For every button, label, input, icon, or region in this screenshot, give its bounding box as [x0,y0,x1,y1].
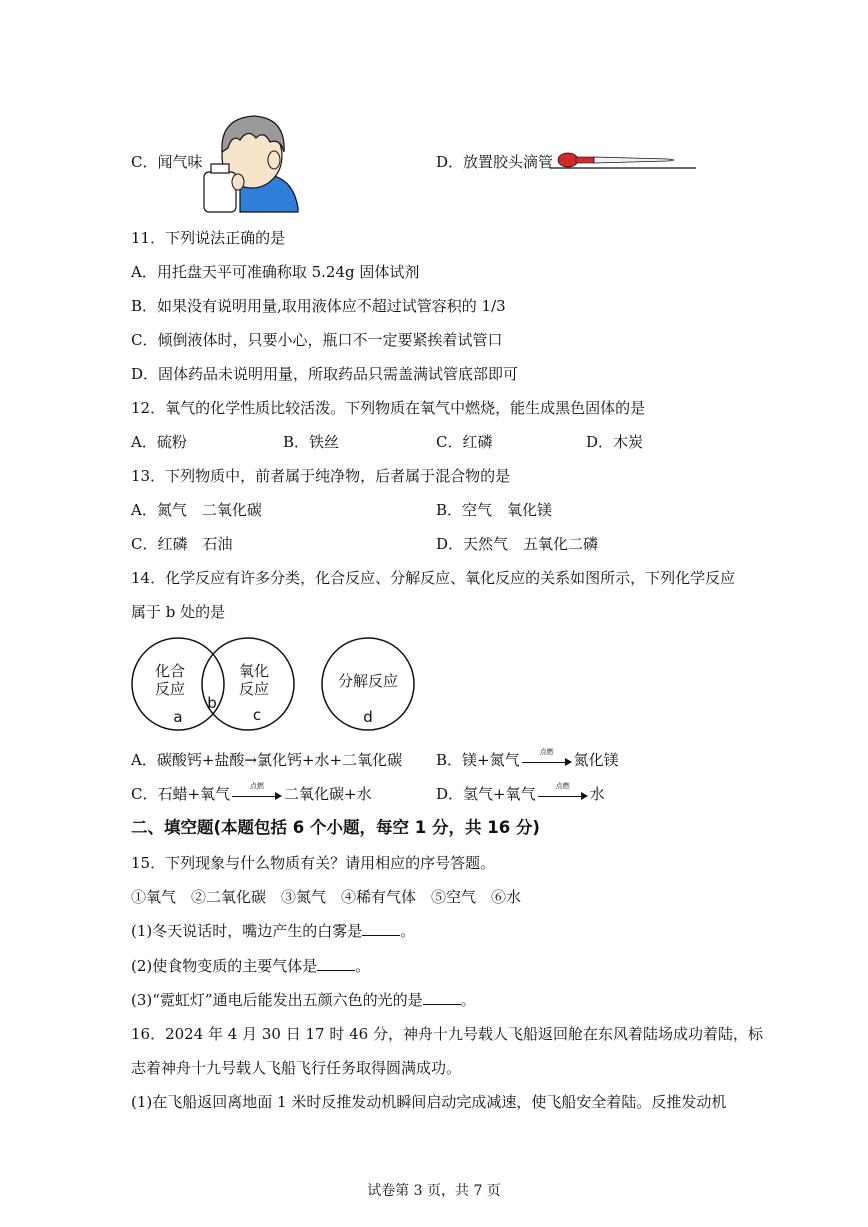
option-d-dropper: D．放置胶头滴管 [436,153,554,171]
q13-option-d: D．天然气 五氧化二磷 [436,535,599,553]
q13-option-b: B．空气 氧化镁 [436,501,553,519]
q11-stem: 11．下列说法正确的是 [131,229,286,247]
venn-label-oxidation: 氧化 反应 [238,662,269,698]
q14-option-a: A．碳酸钙+盐酸→氯化钙+水+二氧化碳 [131,751,403,769]
page-footer: 试卷第 3 页，共 7 页 [367,1183,501,1199]
q13-stem: 13．下列物质中，前者属于纯净物，后者属于混合物的是 [131,467,511,485]
venn-region-a: a [173,708,183,726]
q12-stem: 12．氧气的化学性质比较活泼。下列物质在氧气中燃烧，能生成黑色固体的是 [131,399,646,417]
ignite-arrow: 点燃 [538,785,588,805]
q14-stem-line1: 14．化学反应有许多分类，化合反应、分解反应、氧化反应的关系如图所示，下列化学反应 [131,569,736,587]
q12-option-c: C．红磷 [436,433,493,451]
q15-stem: 15．下列现象与什么物质有关？请用相应的序号答题。 [131,854,496,872]
q11-option-c: C．倾倒液体时，只要小心，瓶口不一定要紧挨着试管口 [131,331,503,349]
q16-stem-line1: 16．2024 年 4 月 30 日 17 时 46 分，神舟十九号载人飞船返回舱在东风着陆场成功着陆，标 [131,1025,763,1043]
answer-blank[interactable] [317,956,355,971]
q11-option-d: D．固体药品未说明用量，所取药品只需盖满试管底部即可 [131,365,519,383]
ignite-arrow: 点燃 [522,751,572,771]
q13-option-a: A．氮气 二氧化碳 [131,501,262,519]
q14-option-b: B．镁+氮气 点燃 氮化镁 [436,748,619,769]
reaction-venn-diagram [128,632,428,738]
q15-part3: (3)“霓虹灯”通电后能发出五颜六色的光的是 。 [131,991,476,1009]
q12-option-b: B．铁丝 [283,433,340,451]
q15-part2: (2)使食物变质的主要气体是 。 [131,957,371,975]
q16-stem-line2: 志着神舟十九号载人飞船飞行任务取得圆满成功。 [131,1059,462,1077]
dropper-illustration [550,149,700,171]
q12-option-d: D．木炭 [586,433,644,451]
venn-label-combination: 化合 反应 [154,662,185,698]
venn-region-b: b [207,694,217,712]
q15-options: ①氧气 ②二氧化碳 ③氮气 ④稀有气体 ⑤空气 ⑥水 [131,888,522,906]
section-title-fill-in: 二、填空题(本题包括 6 个小题，每空 1 分，共 16 分) [131,818,540,837]
venn-region-c: c [252,706,262,724]
q12-option-a: A．硫粉 [131,433,187,451]
q14-stem-line2: 属于 b 处的是 [131,603,226,621]
ignite-arrow: 点燃 [232,785,282,805]
smelling-person-illustration [202,112,302,214]
answer-blank[interactable] [362,921,400,936]
q16-part1: (1)在飞船返回离地面 1 米时反推发动机瞬间启动完成减速，使飞船安全着陆。反推发动机 [131,1093,727,1111]
q11-option-b: B．如果没有说明用量,取用液体应不超过试管容积的 1/3 [131,297,506,315]
venn-region-d: d [363,708,373,726]
q15-part1: (1)冬天说话时，嘴边产生的白雾是 。 [131,922,416,940]
q14-option-c: C．石蜡+氧气 点燃 二氧化碳+水 [131,782,372,803]
venn-label-decomposition: 分解反应 [337,672,398,690]
option-c-smell: C．闻气味 [131,153,203,171]
answer-blank[interactable] [423,990,461,1005]
q14-option-d: D．氢气+氧气 点燃 水 [436,782,605,803]
q13-option-c: C．红磷 石油 [131,535,233,553]
q11-option-a: A．用托盘天平可准确称取 5.24g 固体试剂 [131,263,420,281]
